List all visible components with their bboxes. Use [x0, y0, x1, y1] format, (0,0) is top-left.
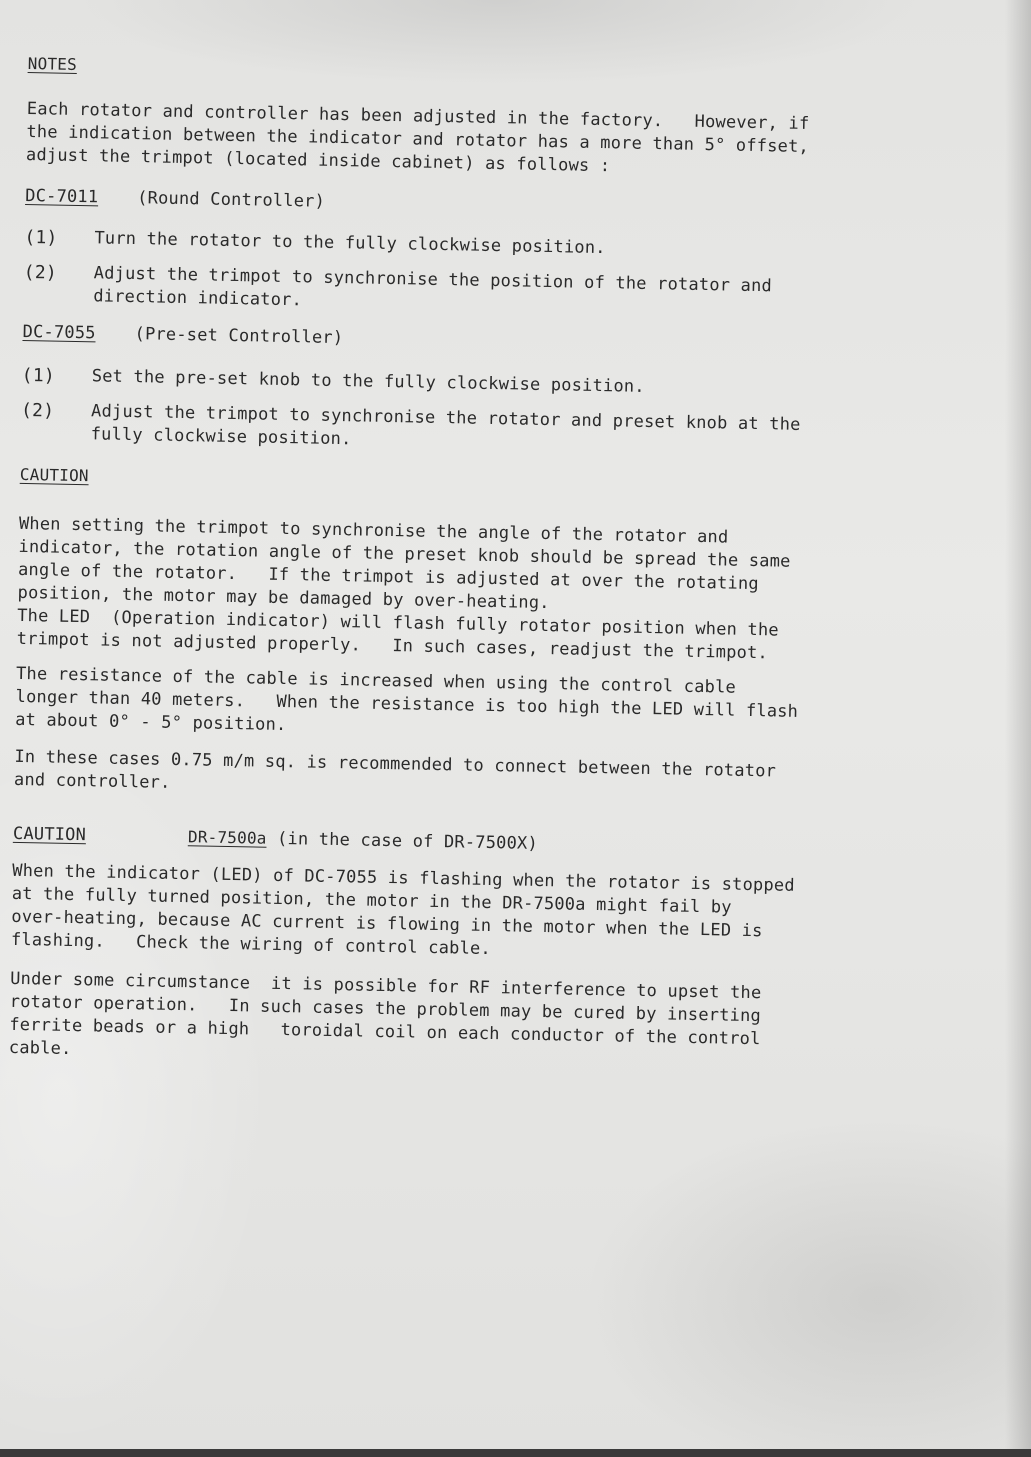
caution-paragraph: In these cases 0.75 m/m sq. is recommended to connect between the rotator and controller. [13, 746, 777, 793]
dc7011-model: DC-7011 [25, 185, 99, 208]
notes-heading: NOTES [27, 53, 78, 74]
dc7011-steps [23, 226, 954, 325]
step-number: (2) [23, 261, 58, 284]
caution2-paragraph: Under some circumstance it is possible for RF interference to upset the rotator operation. In such cases the problem may be cured by inserting ferrite beads or a high toroidal coil on each conductor of the control cable. [8, 968, 762, 1060]
caution-heading: CAUTION [19, 464, 89, 486]
dc7055-section-title [22, 321, 952, 362]
step-text: Adjust the trimpot to synchronise the rotator and preset knob at the fully clockwise position. [90, 401, 801, 450]
step-text: Turn the rotator to the fully clockwise position. [94, 228, 606, 259]
step-text: Adjust the trimpot to synchronise the position of the rotator and direction indicator. [93, 263, 773, 311]
dc7011-step [24, 226, 954, 267]
caution2-heading: CAUTION [12, 823, 87, 846]
caution2-subtitle: (in the case of DR-7500X) [276, 828, 539, 854]
step-number: (2) [20, 399, 55, 422]
dc7055-model: DC-7055 [22, 321, 96, 344]
step-text: Set the pre-set knob to the fully clockwise position. [91, 366, 645, 397]
caution2-model: DR-7500a [187, 827, 267, 848]
dc7011-step [23, 261, 954, 325]
dc7055-step [22, 364, 952, 405]
document-body [9, 52, 958, 1078]
dc7055-title: (Pre-set Controller) [134, 324, 344, 349]
caution-paragraph: The resistance of the cable is increased when using the control cable longer than 40 meters. When the resistance is too high the LED will flash at about 0° - 5° position. [14, 663, 799, 736]
caution2-title-row [13, 822, 943, 864]
caution-paragraph: When setting the trimpot to synchronise the angle of the rotator and indicator, the rotation angle of the preset knob should be spread the same angle of the rotator. If the trimpot is adjusted at over the rotating position, the motor may be damaged by over-heating. The LED (Operation indicator) will flash fully rotator position when the trimpot is not adjusted properly. In such cases, readjust the trimpot. [16, 513, 791, 664]
dc7055-step [20, 399, 951, 463]
page-bottom-border [0, 1449, 1031, 1457]
notes-intro: Each rotator and controller has been adjusted in the factory. However, if the indication between the indicator and rotator has a more than 5° offset, adjust the trimpot (located inside cabinet) as follows : [25, 98, 810, 177]
caution2-paragraph: When the indicator (LED) of DC-7055 is flashing when the rotator is stopped at the fully turned position, the motor in the DR-7500a might fail by over-heating, because AC current is flowing in the motor when the LED is flashing. Check the wiring of control cable. [10, 860, 795, 960]
page-edge-shadow [1005, 0, 1031, 1457]
step-number: (1) [24, 226, 58, 249]
dc7011-section-title [25, 185, 955, 226]
dc7055-steps [20, 364, 951, 463]
dc7011-title: (Round Controller) [137, 188, 326, 212]
step-number: (1) [21, 364, 56, 387]
